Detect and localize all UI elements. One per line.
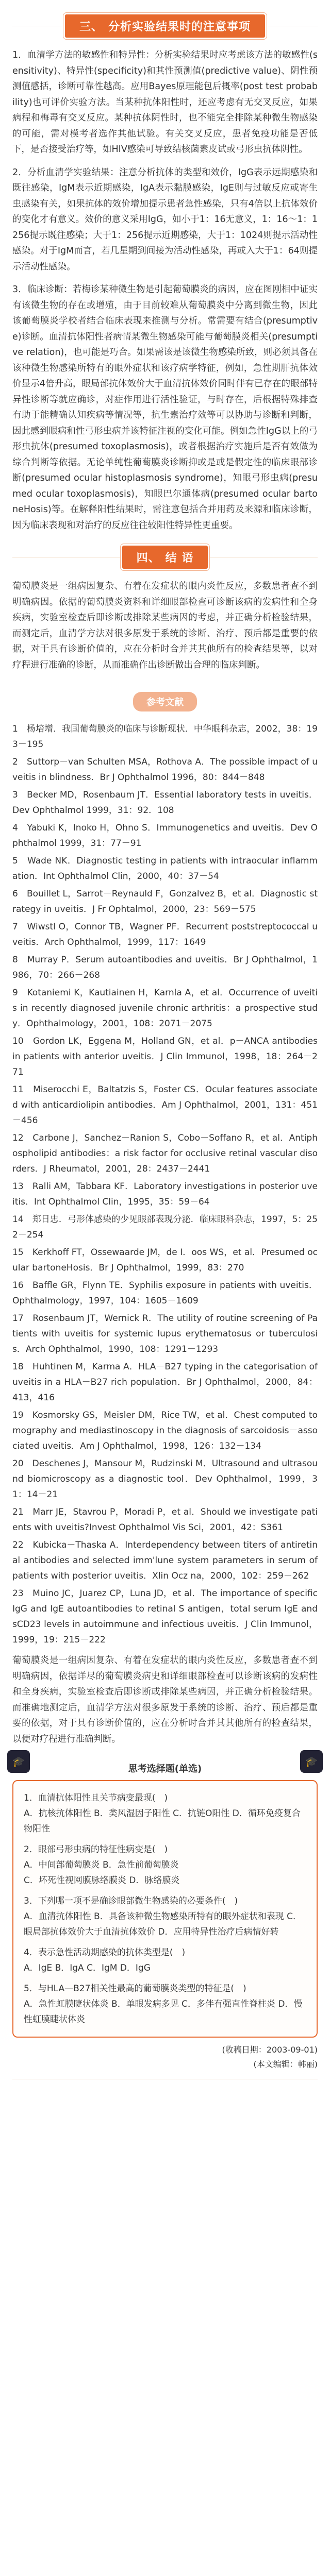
note-item: 1．血清学方法的敏感性和特异性：分析实验结果时应考虑该方法的敏感性(sensitivity)、特异性(specificity)和其性预测值(predictive value)、阴性预测值感括，诊断可靠性越高。应用Bayes原理能包后概率(post test probability)也可评价实验方法。当某种抗体阳性时，还应考虑有无交叉反应，如果病程和梅毒有交叉反应。某种抗体阴性时，也不能完全排除某种微生物感染的可能，需对模考者选作其他试验。有关交叉反应，患者免疫功能是否低下，是否接受治疗等，如HIV感染可导致结核菌素皮试或弓形虫抗体阴性。 xyxy=(12,50,318,155)
quiz-title: 思考选择题(单选) xyxy=(128,1764,202,1774)
reference-item: 13 Ralli AM，Tabbara KF．Laboratory investigations in posterior uveitis．Int Ophthalmol Clin，1995，35：59－64 xyxy=(12,1181,318,1207)
article-meta xyxy=(12,2043,318,2072)
note-item: 3．临床诊断：若梅诊某种微生物是引起葡萄膜炎的病因，应在图刚相中证实有该微生物的存在或增殖，由于目前较难从葡萄膜炎中分离到微生物，因此该葡萄膜炎学校者结合临床表现来推测与分析。常需要有结合(presumptive)诊断。血清抗体阳性者病情某微生物感染可能与葡萄膜炎相关(presumptive relation)，也可能是巧合。如果需该是该微生物感染所致，则必须具备在该种微生物感染所特有的眼外症状和该疗病学特征，例如，急性期肝抗体效价显示4倍升高，眼局部抗体效价大于血清抗体效价同时伴有已存在的眼部特异性诊断等就应确诊，对症作用进行活性验证，与时存在，后根据特殊排查有助于能精确认知疾病等情况等，抗生素治疗效等可以协助与诊断和判断，因此感到眼病和性弓形虫病并该特征注视的变化可能。例如急性IgG以上的弓形虫抗体(presumed toxoplasmosis)，或者根据治疗实施后是否有效做为综合判断等依据。无论单纯性葡萄膜炎诊断抑或是或是假定性的临床眼部诊断(presumed ocular histoplasmosis syndrome)，知眼弓形虫病(presumed ocular toxoplasmosis)，知眼巴尔通体病(presumed ocular bartoneHosis)等。在解释阳性结果时，需注意包括合并用药及来源和临床诊断，因为临床表现和对治疗的反应往往较阳性特异性更重要。 xyxy=(12,284,318,531)
reference-item: 15 Kerkhoff FT，Ossewaarde JM，de I．oos WS，et al．Presumed ocular bartoneHosis．Br J Ophthalmol，1999，83：270 xyxy=(12,1247,318,1273)
quiz-options: A．IgE B．IgA C．IgM D．IgG xyxy=(24,1963,151,1973)
section-4-title-pill xyxy=(122,546,208,569)
reference-item: 20 Deschenes J，Mansour M，Rudzinski M．Ultrasound and ultrasound biomicroscopy as a diagnostic tool．Dev Ophthalmol，1999，31：14－21 xyxy=(12,1459,318,1500)
section-4-banner xyxy=(0,540,330,573)
summary-paragraph: 葡萄膜炎是一组病因复杂、有着在发症状的眼内炎性反应，多数患者查不到明确病因。依据的葡萄膜炎资料和详细眼部检查可诊断该病的发病性和全身疾病，实验室检查后即诊断或排除某些病因的考虑，并正确分析检验结果，而测定后，血清学方法对很多原发于系统的诊断、治疗、预后都是重要的依据，对于具有诊断价值的，应在分析时合并其其他所有的检查结果等，以对疗程进行准确的诊断，从而准确作出诊断做出合理的临床判断。 xyxy=(12,581,318,670)
section-3-number: 三、 xyxy=(79,20,103,33)
references-list xyxy=(12,721,318,1648)
graduation-cap-icon: 🎓 xyxy=(300,1750,323,1773)
section-3-title: 分析实验结果时的注意事项 xyxy=(108,20,251,33)
reference-item: 8 Murray P．Serum autoantibodies and uveitis．Br J Ophthalmol，1986，70：266－268 xyxy=(12,955,318,980)
quiz-section xyxy=(12,1755,318,2038)
graduation-cap-icon: 🎓 xyxy=(7,1750,30,1773)
section-3-title-pill xyxy=(65,14,265,38)
quiz-options: A．急性虹膜睫状体炎 B．单眼发病多见 C．多伴有强直性脊柱炎 D．慢性虹膜睫状体炎 xyxy=(24,1999,303,2025)
editor: (本文编辑：韩丽) xyxy=(253,2059,318,2069)
closing xyxy=(0,1653,330,1747)
reference-item: 21 Marr JE，Stavrou P，Moradi P，et al．Should we investigate patients with uveitis?Invest Ophthalmol Vis Sci，2001，42：S361 xyxy=(12,1507,318,1533)
reference-item: 17 Rosenbaum JT，Wernick R．The utility of routine screening of Patients with uveitis for systemic lupus erythematosus or tuberculosis．Arch Ophthalmol，1990，108：1291－1293 xyxy=(12,1313,318,1354)
quiz-question: 2．眼部弓形虫病的特征性病变是( ) xyxy=(24,1844,168,1855)
quiz-question: 4．表示急性活动期感染的抗体类型是( ) xyxy=(24,1947,186,1958)
reference-item: 18 Huhtinen M，Karma A．HLA－B27 typing in the categorisation of uveitis in a HLA－B27 rich population．Br J Ophthalmol，2000，84：413，416 xyxy=(12,1362,318,1403)
reference-item: 2 Suttorp－van Schulten MSA，Rothova A．The possible impact of uveitis in blindness．Br J Ophthalmol 1996，80：844－848 xyxy=(12,757,318,783)
quiz-question: 5．与HLA—B27相关性最高的葡萄膜炎类型的特征是( ) xyxy=(24,1984,246,1994)
quiz-question: 1．血清抗体阳性且关节病变最现( ) xyxy=(24,1793,168,1803)
reference-item: 9 Kotaniemi K，Kautiainen H，Karnla A，et al．Occurrence of uveitis in recently diagnosed juvenile chronic arthritis：a prospective study．Ophthalmology，2001，108：2071－2075 xyxy=(12,988,318,1029)
closing-paragraph: 葡萄膜炎是一组病因复杂、有着在发症状的眼内炎性反应，多数患者查不到明确病因，依据详尽的葡萄膜炎病史和详细眼部检查可以诊断该病的发病性和全身疾病，实验室检查后即诊断或排除某些病因，并正确分析检验结果。而准确地测定后，血清学方法对很多原发于系统的诊断、治疗、预后都是重要的依据，对于具有诊断价值的，应在分析时合并其其他所有的检查结果，以便对疗程进行准确判断。 xyxy=(12,1655,318,1744)
reference-item: 4 Yabuki K，Inoko H，Ohno S．Immunogenetics and uveitis．Dev Ophthalmol 1999，31：77－91 xyxy=(12,823,318,849)
reference-item: 12 Carbone J，Sanchez－Ranion S，Cobo－Soffano R，et al．Antiphospholipid antibodies：a risk factor for occlusive retinal vascular disorders．J Rheumatol，2001，28：2437－2441 xyxy=(12,1133,318,1174)
reference-item: 5 Wade NK．Diagnostic testing in patients with intraocular inflammation．Int Ophthalmol Clin，2000，40：37－54 xyxy=(12,856,318,882)
section-4-number: 四、 xyxy=(136,551,160,565)
note-item: 2．分析血清学实验结果：注意分析抗体的类型和效价，IgG表示远期感染和既往感染，IgM表示近期感染，IgA表示黏膜感染，IgE则与过敏反应或寄生虫感染有关，如果抗体的效价增加提示患者急性感染，只有4倍以上抗体效价的变化才有意义。效价的意义采用IgG，如小于1：16无意义，1：16～1：1 256提示既往感染；大于1：256提示近期感染，大于1：1024则提示活动性感染。对于IgM而言，若几星期到间接为活动性感染，再或入大于1：64则提示活动性感染。 xyxy=(12,167,318,272)
quiz-options: A．抗核抗体阳性 B．类风湿因子阳性 C．抗链O阳性 D．循环免疫复合物阳性 xyxy=(24,1808,301,1834)
reference-item: 10 Gordon LK，Eggena M，Holland GN，et al．p－ANCA antibodies in patients with anterior uveitis．J Clin Immunol，1998，18：264－271 xyxy=(12,1036,318,1077)
reference-item: 11 Miserocchi E，Baltatzis S，Foster CS．Ocular features associated with anticardiolipin antibodies．Am J Ophthalmol，2001，131：451－456 xyxy=(12,1084,318,1126)
reference-item: 19 Kosmorsky GS，Meisler DM，Rice TW，et al．Chest computed tomography and mediastinoscopy in the diagnosis of sarcoidosis－associated uveitis．Am J Ophthalmol，1998，126：132－134 xyxy=(12,1410,318,1451)
references-title: 参考文献 xyxy=(133,692,197,711)
quiz-panel xyxy=(12,1780,318,2038)
section-4-title: 结 语 xyxy=(165,551,194,565)
reference-item: 1 杨培增．我国葡萄膜炎的临床与诊断现状．中华眼科杂志，2002，38：193－195 xyxy=(12,724,318,750)
reference-item: 22 Kubicka－Thaska A．Interdependency between titers of antiretinal antibodies and selected imm'lune system parameters in serum of patients with posterior uveitis．Xlin Ocz na，2000，102：259－262 xyxy=(12,1540,318,1581)
reference-item: 6 Bouillet L，Sarrot－Reynauld F，Gonzalvez B，et al．Diagnostic strategy in uveitis．J Fr Ophtalmol，2000，23：569－575 xyxy=(12,889,318,914)
quiz-options: A．中间部葡萄膜炎 B．急性前葡萄膜炎 C．坏死性视网膜脉络膜炎 D．脉络膜炎 xyxy=(24,1860,180,1886)
reference-item: 16 Baffle GR，Flynn TE．Syphilis exposure in patients with uveitis．Ophthalmology，1997，104：1605－1609 xyxy=(12,1280,318,1306)
section-3-banner xyxy=(0,9,330,42)
references-header xyxy=(0,691,330,712)
quiz-options: A．血清抗体阳性 B．具备该种微生物感染所特有的眼外症状和表现 C．眼局部抗体效价大于血清抗体效价 D．应用特异性治疗后病情好转 xyxy=(24,1911,302,1937)
notes-list xyxy=(0,47,330,533)
reference-item: 23 Muino JC，Juarez CP，Luna JD，et al．The importance of specific IgG and IgE autoantibodies to retinal S antigen，total serum IgE and sCD23 levels in autoimmune and infectious uveitis．J Clin Immunol，1999，19：215－222 xyxy=(12,1588,318,1645)
received-date: (收稿日期：2003-09-01) xyxy=(222,2045,318,2055)
quiz-question: 3．下列哪一项不是确诊眼部微生物感染的必要条件( ) xyxy=(24,1896,238,1906)
reference-item: 14 郑日忠．弓形体感染的少见眼部表现分泌．临床眼科杂志，1997，5：252－254 xyxy=(12,1214,318,1240)
summary xyxy=(0,579,330,673)
reference-item: 7 Wiwstl O，Connor TB，Wagner PF．Recurrent poststreptococcal uveitis．Arch Ophthalmol，1999，117：1649 xyxy=(12,922,318,947)
reference-item: 3 Becker MD，Rosenbaum JT．Essential laboratory tests in uveitis．Dev Ophthalmol 1999，31：92．108 xyxy=(12,790,318,816)
